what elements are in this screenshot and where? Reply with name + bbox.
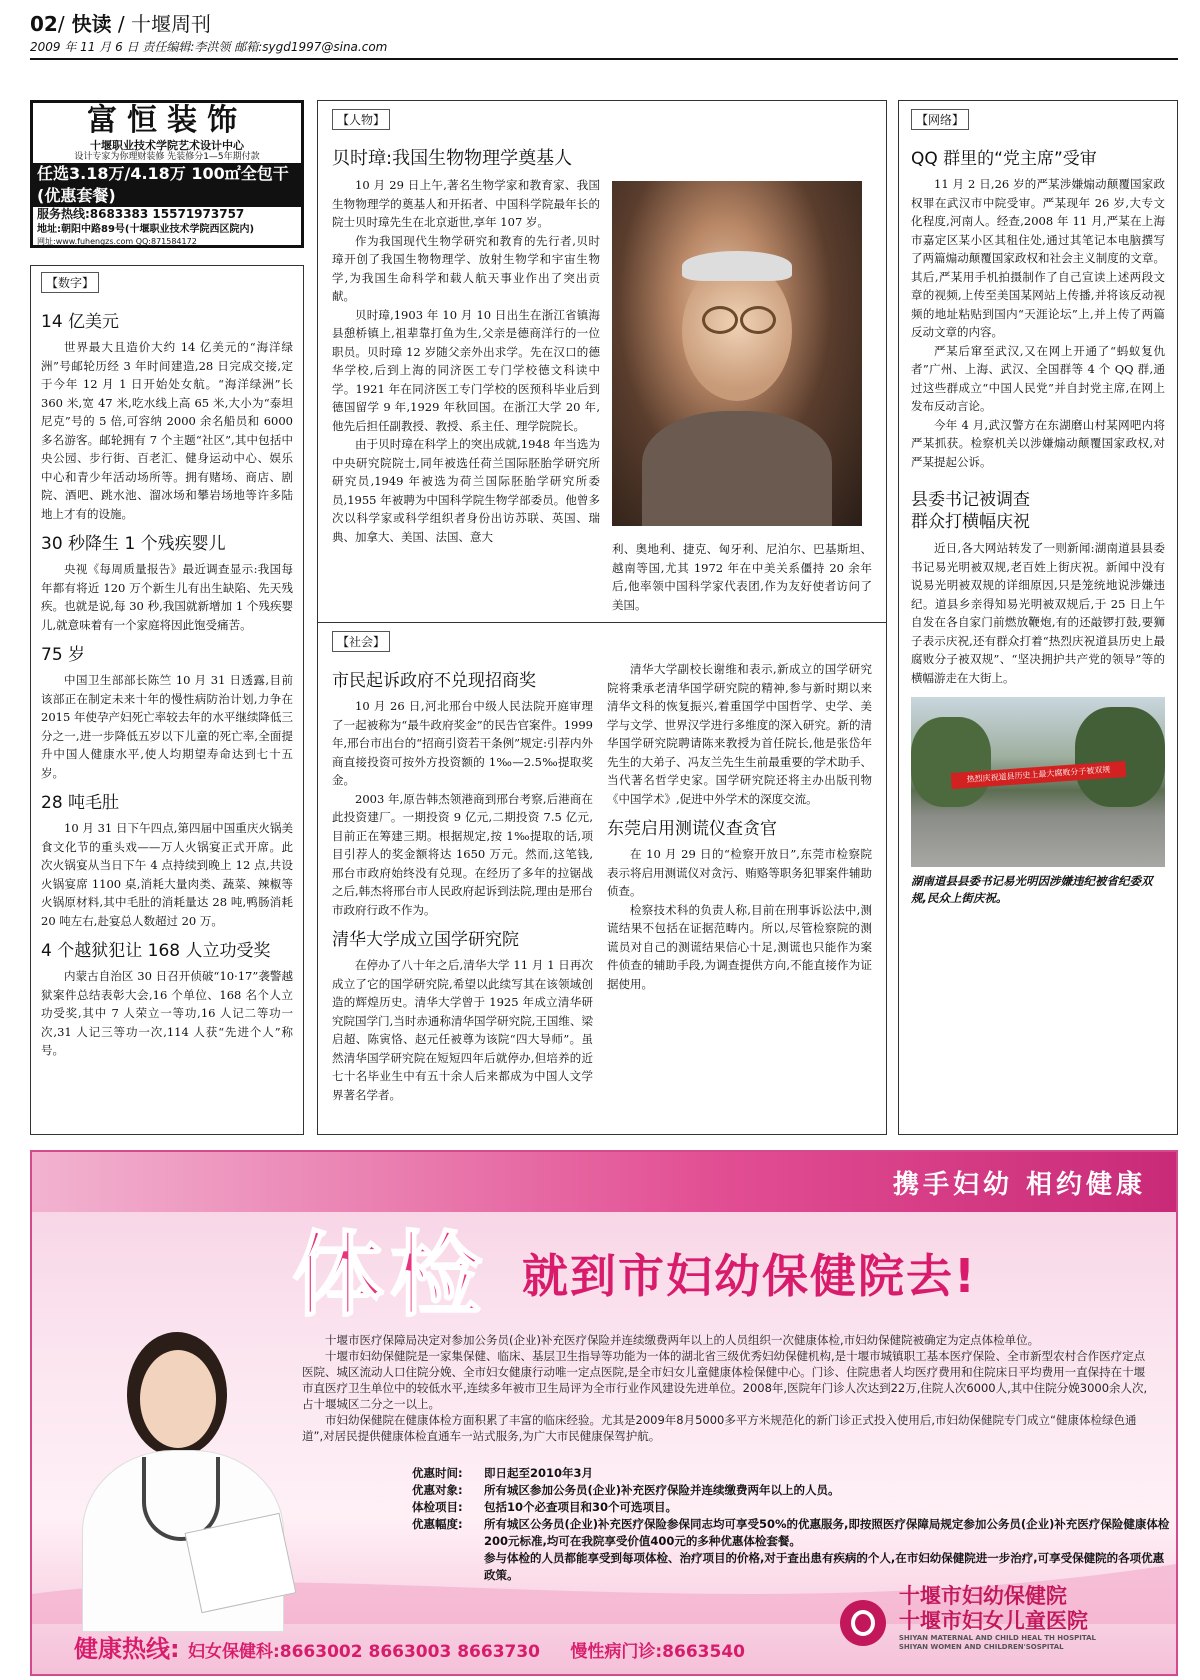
paper-name: 十堰周刊 (131, 12, 212, 36)
article-paragraph: 在 10 月 29 日的“检察开放日”,东莞市检察院表示将启用测谎仪对贪污、贿赂等职务犯罪案件辅助侦查。 (607, 847, 872, 898)
hospital-en-2: SHIYAN WOMEN AND CHILDREN'SOSPITAL (898, 1643, 1064, 1651)
article-title: QQ 群里的“党主席”受审 (911, 149, 1097, 169)
article-title: 东莞启用测谎仪查贪官 (607, 819, 777, 839)
hotline-chronic: 慢性病门诊:8663540 (570, 1642, 745, 1662)
decoration-ad (30, 100, 304, 248)
number-item-body: 中国卫生部部长陈竺 10 月 31 日透露,目前该部正在制定未来十年的慢性病防治计划,力争在 2015 年使孕产妇死亡率较去年的水平继续降低三分之一,进一步降低五岁以下儿童的死亡率,全面提升中国人健康水平,使人均期望寿命达到七十五岁。 (41, 673, 293, 780)
ad-web: 网址:www.fuhengzs.com QQ:871584172 (37, 237, 197, 246)
section-label: 【人物】 (332, 109, 390, 130)
article-paragraph: 近日,各大网站转发了一则新闻:湖南道县县委书记易光明被双规,老百姓上街庆祝。新闻中没有说易光明被双规的详细原因,只是笼统地说涉嫌违纪。道县乡亲得知易光明被双规后,于 25 日上午自发在各自家门前燃放鞭炮,有的还敲锣打鼓,要狮子表示庆祝,还有群众打着“热烈庆祝道县历史上最腐败分子被双规”、“坚决拥护共产党的领导”等的横幅游走在大街上。 (911, 541, 1165, 685)
portrait-photo (612, 181, 862, 526)
title-line-2: 群众打横幅庆祝 (911, 512, 1030, 532)
article-paragraph: 11 月 2 日,26 岁的严某涉嫌煽动颠覆国家政权罪在武汉市中院受审。严某现年 26 岁,大专文化程度,河南人。经查,2008 年 11 月,严某在上海市嘉定区某小区其租住处,通过其笔记本电脑撰写了两篇煽动颠覆国家政权和社会主义制度的文章。其后,严某用手机拍摄制作了自己宣读上述两段文章的视频,上传至美国某网站上传播,并将该反动视频的地址粘贴到国内“天涯论坛”上,并上传了两篇反动文章的内容。 (911, 177, 1165, 339)
ad-line: 设计专家为你理财装修 先装修分1—5年期付款 (74, 152, 260, 162)
hospital-name-1: 十堰市妇幼保健院 (898, 1584, 1067, 1608)
hospital-name-2: 十堰市妇女儿童医院 (898, 1609, 1088, 1633)
photo-banner: 热烈庆祝道县历史上最大腐败分子被双规 (951, 761, 1127, 789)
article-title: 清华大学成立国学研究院 (332, 930, 519, 950)
masthead-rule (30, 58, 1178, 60)
ad-hotline (74, 1629, 745, 1664)
offer-value: 所有城区公务员(企业)补充医疗保险参保同志均可享受50%的优惠服务,即按照医疗保障局规定参加公务员(企业)补充医疗保险健康体检200元标准,均可在我院享受价值400元的多种优惠体检套餐。 (484, 1517, 1170, 1548)
title-line-1: 县委书记被调查 (911, 490, 1030, 510)
article-paragraph: 严某后窜至武汉,又在网上开通了“蚂蚁复仇者”广州、上海、武汉、全国群等 4 个 QQ 群,通过这些群成立“中国人民党”并自封党主席,在网上发布反动言论。 (911, 343, 1165, 413)
ad-address: 地址:朝阳中路89号(十堰职业技术学院西区院内) (37, 224, 255, 235)
number-item-title: 75 岁 (41, 645, 86, 665)
page-number: 02 (30, 12, 58, 36)
offer-value: 参与体检的人员都能享受到每项体检、治疗项目的价格,对于查出患有疾病的个人,在市妇幼保健院进一步治疗,可享受保健院的各项优惠政策。 (484, 1551, 1165, 1582)
offer-value: 所有城区参加公务员(企业)补充医疗保险并连续缴费两年以上的人员。 (484, 1483, 840, 1497)
article-title: 贝时璋:我国生物物理学奠基人 (332, 148, 573, 169)
offer-key (412, 1550, 484, 1584)
article-paragraph: 检察技术科的负责人称,目前在刑事诉讼法中,测谎结果不包括在证据范畴内。所以,尽管检察院的测谎员对自己的测谎结果信心十足,测谎也只能作为案件侦查的辅助手段,为调查提供方向,不能直接作为证据使用。 (607, 902, 872, 991)
offer-key: 体检项目: (412, 1500, 463, 1514)
article-paragraph: 2003 年,原告韩杰领港商到邢台考察,后港商在此投资建厂。一期投资 9 亿元,二期投资 7.5 亿元,目前正在筹建三期。根据规定,按 1‰提取的话,项目引荐人的奖金额将达 1650 万元。然而,这笔钱,邢台市政府始终没有兑现。在经历了多年的拉锯战之后,韩杰将邢台市人民政府起诉到法院,理由是邢台市政府行政不作为。 (332, 791, 593, 917)
article-body (332, 176, 600, 614)
doctor-illustration (72, 1322, 302, 1622)
article-continued: 利、奥地利、捷克、匈牙利、尼泊尔、巴基斯坦、越南等国,尤其 1972 年在中美关系僵持 20 余年后,他率领中国科学家代表团,作为友好使者访问了美国。 (612, 542, 872, 612)
article-paragraph: 今年 4 月,武汉警方在东湖磨山村某网吧内将严某抓获。检察机关以涉嫌煽动颠覆国家政权,对严某提起公诉。 (911, 417, 1165, 469)
number-item-title: 4 个越狱犯让 168 人立功受奖 (41, 941, 271, 961)
number-item-title: 30 秒降生 1 个残疾婴儿 (41, 534, 226, 554)
offer-key: 优惠时间: (412, 1466, 463, 1480)
offer-value: 即日起至2010年3月 (484, 1466, 594, 1480)
ad-headline-big: 体检 (292, 1222, 489, 1329)
number-item-body: 央视《每周质量报告》最近调查显示:我国每年都有将近 120 万个新生儿有出生缺陷、先天残疾。也就是说,每 30 秒,我国就新增加 1 个残疾婴儿,就意味着有一个家庭将因此饱受痛苦。 (41, 562, 293, 632)
offer-value: 包括10个必查项目和30个可选项目。 (484, 1500, 678, 1514)
offer-row (412, 1465, 1172, 1482)
ad-slogan: 携手妇幼 相约健康 (892, 1170, 1146, 1200)
article-paragraph: 作为我国现代生物学研究和教育的先行者,贝时璋开创了我国生物物理学、放射生物学和宇宙生物学,为我国生命科学和载人航天事业作出了突出贡献。 (332, 233, 600, 303)
number-item-title: 28 吨毛肚 (41, 793, 120, 813)
network-column (898, 100, 1178, 1135)
ad-intro-paragraph: 十堰市妇幼保健院是一家集保健、临床、基层卫生指导等功能为一体的湖北省三级优秀妇幼保健机构,是十堰市城镇职工基本医疗保险、全市新型农村合作医疗定点医院、城区流动人口住院分娩、全市妇女健康行动唯一定点医院,是全市妇女儿童健康体检保健中心。门诊、住院患者人均医疗费用和住院床日平均费用一直保持在十堰市直医疗卫生单位中的较低水平,连续多年被市卫生局评为全市行业作风建设先进单位。2008年,医院年门诊人次达到22万,住院人次6000人,其中住院分娩3000余人次,占十堰城区二分之一以上。 (302, 1349, 1148, 1411)
numbers-column (30, 265, 304, 1135)
photo-caption: 湖南道县县委书记易光明因涉嫌违纪被省纪委双规,民众上街庆祝。 (911, 874, 1153, 905)
hospital-names (899, 1584, 1096, 1652)
number-item-title: 14 亿美元 (41, 312, 120, 332)
number-item-body: 内蒙古自治区 30 日召开侦破“10·17”袭警越狱案件总结表彰大会,16 个单位、168 名个人立功受奖,其中 7 人荣立一等功,16 人记二等功一次,31 人记三等功一次,114 人获“先进个人”称号。 (41, 969, 293, 1057)
offer-key: 优惠幅度: (412, 1517, 463, 1531)
number-item-body: 世界最大且造价大约 14 亿美元的“海洋绿洲”号邮轮历经 3 年时间建造,28 日完成交接,定于今年 12 月 1 日开始处女航。“海洋绿洲”长 360 米,宽 47 米,吃水线上高 65 米,大小为“泰坦尼克”号的 5 倍,可容纳 2000 余名船员和 6000 多名游客。邮轮拥有 7 个主题“社区”,其中包括中央公园、步行街、百老汇、健身运动中心、娱乐中心和青少年活动场所等。拥有赌场、商店、剧院、酒吧、跳水池、溜冰场和攀岩场地等许多陆地上才有的设施。 (41, 340, 293, 521)
dateline: 2009 年 11 月 6 日 责任编辑:李洪领 邮箱:sygd1997@sina.com (30, 40, 388, 54)
hospital-en-1: SHIYAN MATERNAL AND CHILD HEAL TH HOSPITAL (898, 1634, 1096, 1642)
article-paragraph: 10 月 29 日上午,著名生物学家和教育家、我国生物物理学的奠基人和开拓者、中国科学院最年长的院士贝时璋先生在北京逝世,享年 107 岁。 (332, 178, 600, 229)
ad-intro-paragraph: 市妇幼保健院在健康体检方面积累了丰富的临床经验。尤其是2009年8月5000多平方米规范化的新门诊正式投入使用后,市妇幼保健院专门成立“健康体检绿色通道”,对居民提供健康体检直通车一站式服务,为广大市民健康保驾护航。 (302, 1413, 1137, 1443)
article-title (911, 489, 1165, 533)
ad-headline-rest: 就到市妇幼保健院去! (522, 1249, 977, 1303)
section-label: 【社会】 (332, 631, 390, 652)
number-item-body: 10 月 31 日下午四点,第四届中国重庆火锅美食文化节的重头戏——万人火锅宴正式开席。此次火锅宴从当日下午 4 点持续到晚上 12 点,共设火锅宴席 1100 桌,消耗大量肉类、蔬菜、辣椒等火锅原材料,其中毛肚的消耗量达 28 吨,鸭肠消耗 20 吨左右,赴宴总人数超过 20 万。 (41, 821, 293, 928)
section-name: 快读 (71, 12, 112, 36)
ad-intro (302, 1332, 1152, 1444)
ad-offer-list (412, 1465, 1172, 1584)
article-paragraph: 由于贝时璋在科学上的突出成就,1948 年当选为中央研究院院士,同年被选任荷兰国际胚胎学研究所研究员,1949 年被选为荷兰国际胚胎学研究所委员,1955 年被聘为中国科学院生物学部委员。他曾多次以科学家或科学组织者身份出访苏联、英国、瑞典、加拿大、美国、法国、意大 (332, 437, 600, 544)
offer-row (412, 1550, 1172, 1584)
ad-hotline: 服务热线:8683383 15571973757 (37, 207, 245, 221)
article-paragraph: 贝时璋,1903 年 10 月 10 日出生在浙江省镇海县憩桥镇上,祖辈靠打鱼为生,父亲是德商洋行的一位职员。贝时璋 12 岁随父亲外出求学。先在汉口的德华学校,后到上海的同济医工专门学校德文科读中学。1921 年在同济医工专门学校的医预科毕业后到德国留学 9 年,1929 年秋回国。在浙江大学 20 年,他先后担任副教授、教授、系主任、理学院院长。 (332, 307, 600, 433)
article-paragraph: 清华大学副校长谢维和表示,新成立的国学研究院将秉承老清华国学研究院的精神,参与新时期以来清华文科的恢复振兴,着重国学中国哲学、史学、美学与文学、世界汉学进行多维度的深入研究。新的清华国学研究院聘请陈来教授为首任院长,他是张岱年先生的大弟子、冯友兰先生生前最重要的学术助手、当代著名哲学史家。国学研究院还将主办出版刊物《中国学术》,促进中外学术的深度交流。 (607, 662, 872, 806)
hospital-ad (30, 1150, 1178, 1676)
article-title: 市民起诉政府不兑现招商奖 (332, 671, 536, 691)
offer-row (412, 1516, 1172, 1550)
ad-intro-paragraph: 十堰市医疗保障局决定对参加公务员(企业)补充医疗保险并连续缴费两年以上的人员组织一次健康体检,市妇幼保健院被确定为定点体检单位。 (325, 1333, 1040, 1347)
hotline-label: 健康热线: (74, 1635, 180, 1663)
ad-offer: 任选3.18万/4.18万 100㎡全包干(优惠套餐) (33, 163, 301, 207)
section-label: 【网络】 (911, 109, 969, 130)
hospital-logo-icon (840, 1600, 886, 1646)
article-paragraph: 10 月 26 日,河北邢台中级人民法院开庭审理了一起被称为“最牛政府奖金”的民告官案件。1999 年,邢台市出台的“招商引资若干条例”规定:引荐内外商直接投资可按外方投资额的 1‰—2.5‰提取奖金。 (332, 699, 593, 787)
offer-key: 优惠对象: (412, 1483, 463, 1497)
middle-column (317, 100, 887, 1135)
article-paragraph: 在停办了八十年之后,清华大学 11 月 1 日再次成立了它的国学研究院,希望以此续写其在该领域创造的辉煌历史。清华大学曾于 1925 年成立清华研究院国学门,当时赤通称清华国学研究院,王国维、梁启超、陈寅恪、赵元任被尊为该院“四大导师”。虽然清华国学研究院在短短四年后就停办,但培养的近七十名毕业生中有五十余人后来都成为中国人文学界著名学者。 (332, 958, 593, 1102)
section-label: 【数字】 (41, 272, 99, 293)
ad-school: 十堰职业技术学院艺术设计中心 (90, 139, 244, 152)
offer-row (412, 1482, 1172, 1499)
street-photo (911, 697, 1165, 867)
ad-brand: 富恒装饰 (87, 103, 247, 138)
offer-row (412, 1499, 1172, 1516)
hotline-women: 妇女保健科:8663002 8663003 8663730 (187, 1642, 541, 1662)
masthead: 02/ 快读 / 十堰周刊 (30, 12, 212, 36)
